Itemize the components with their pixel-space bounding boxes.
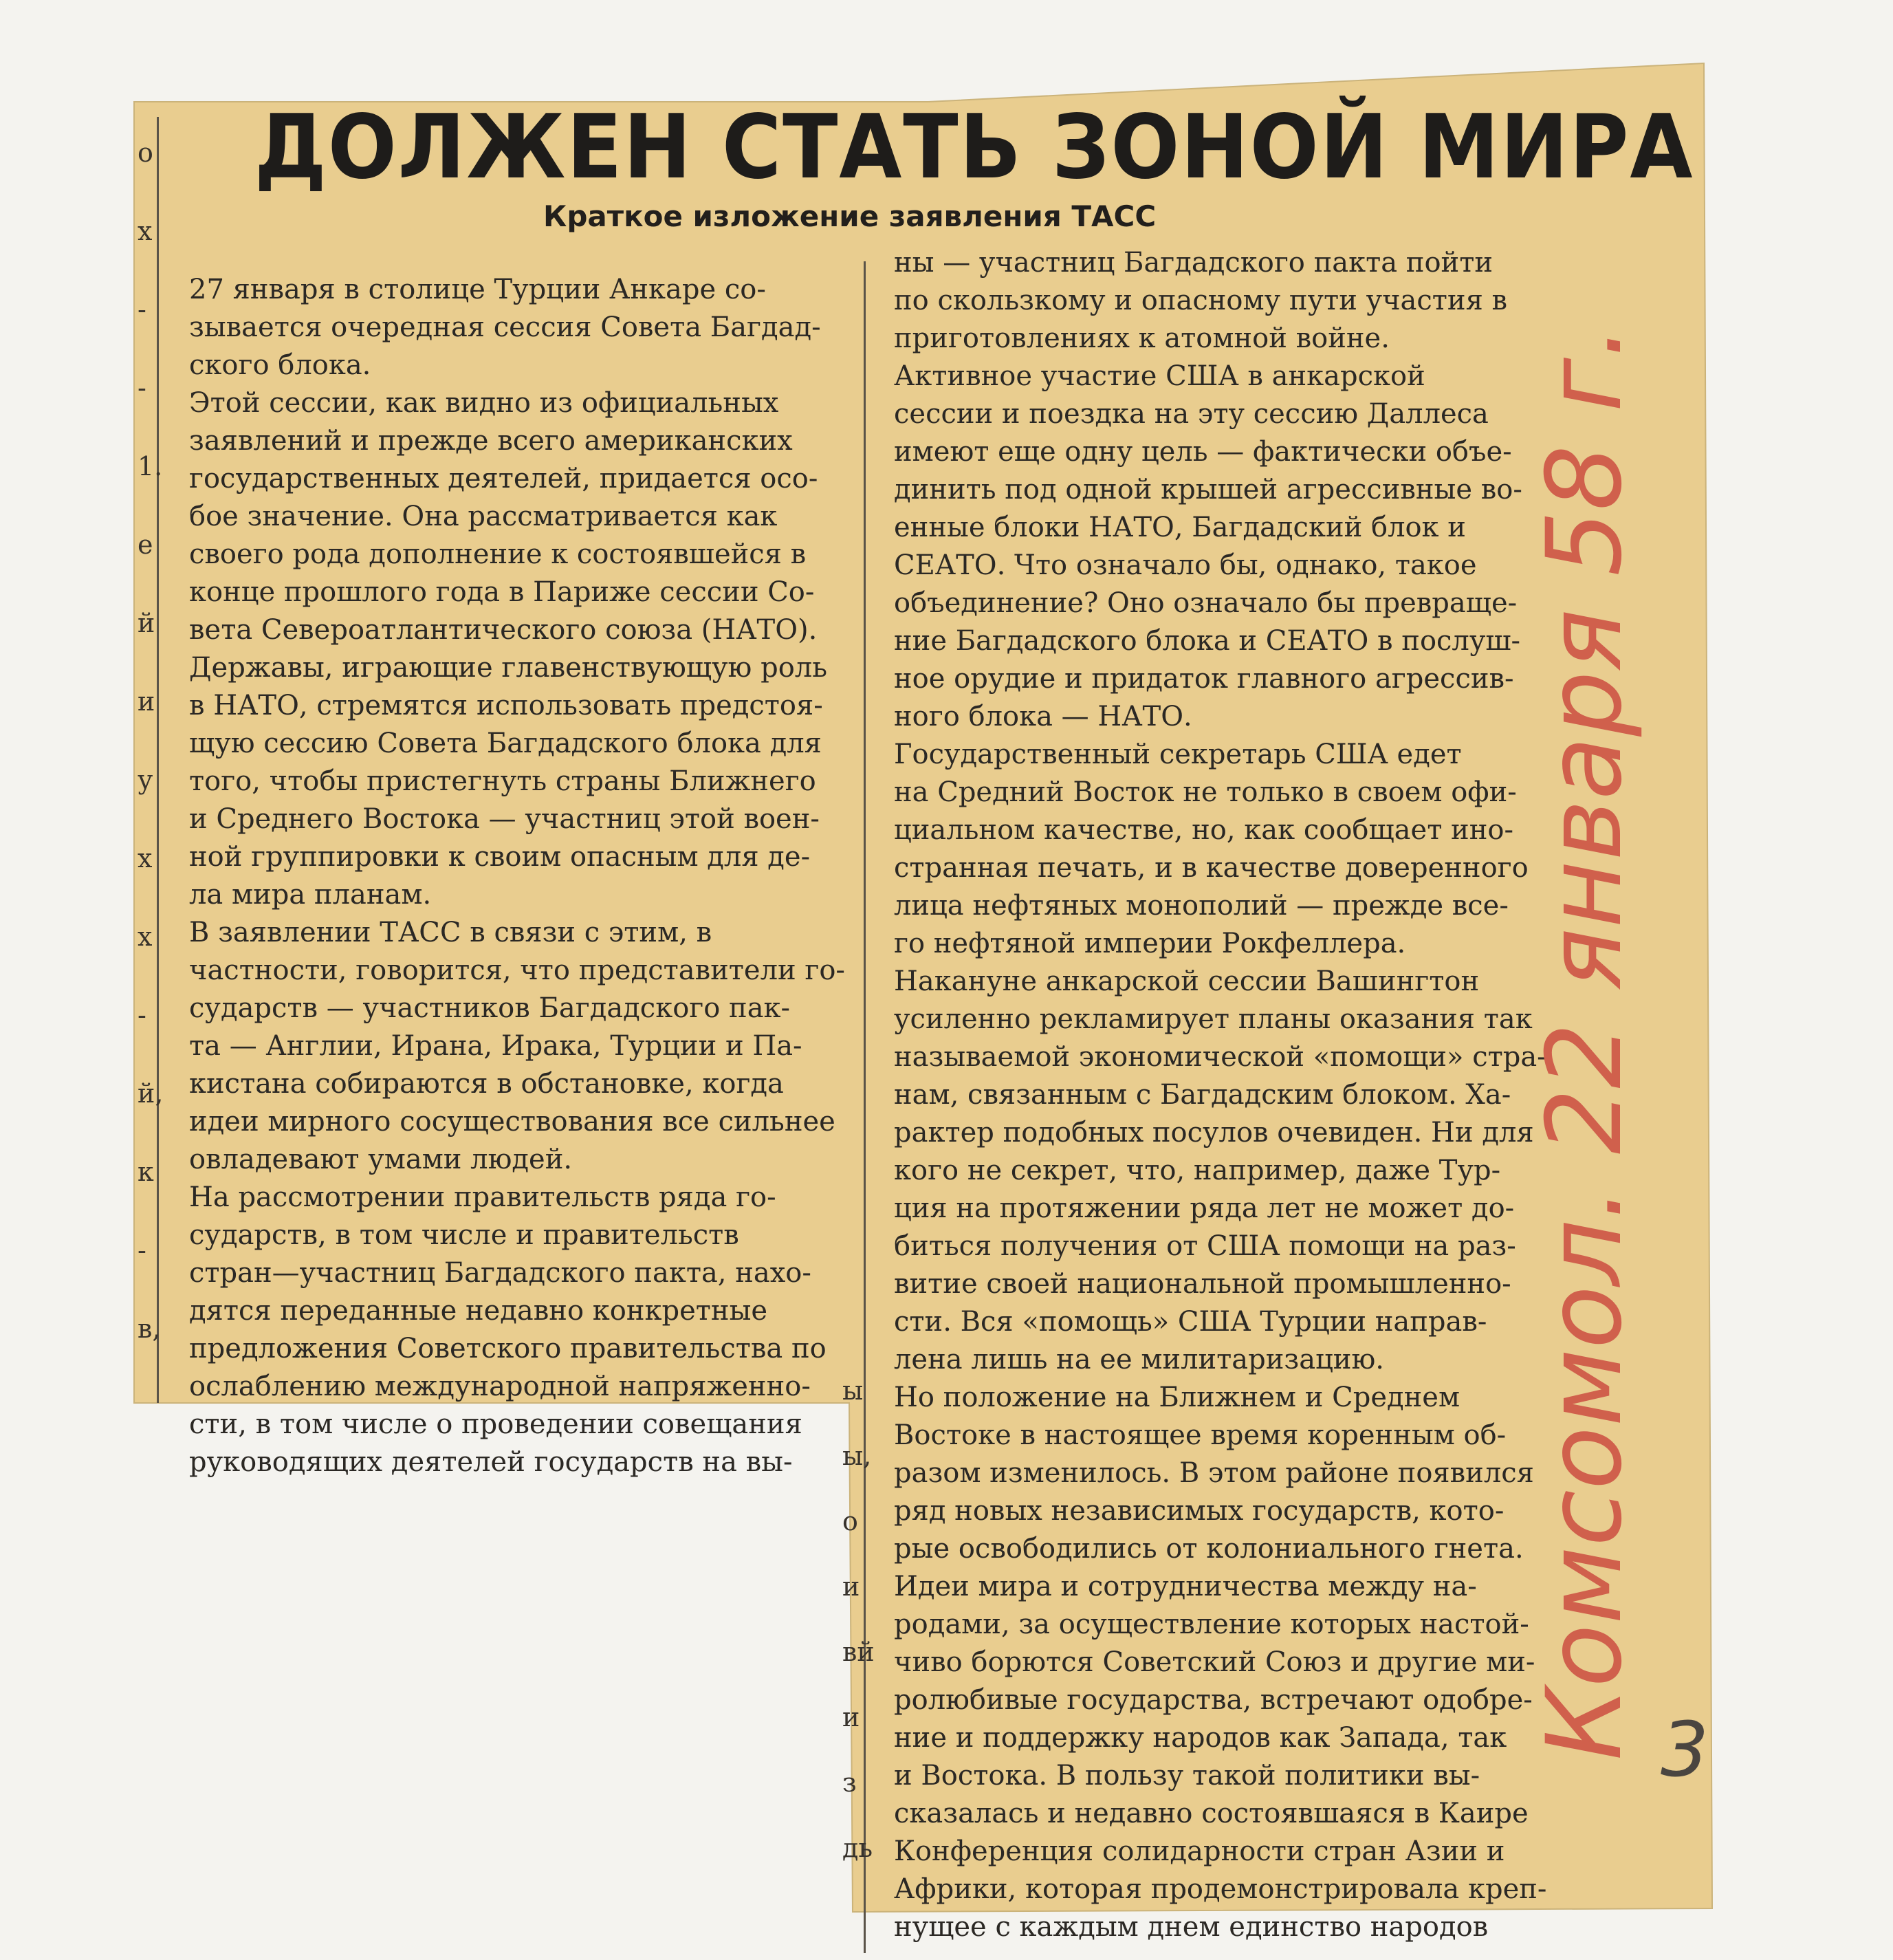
article-line-right: Государственный секретарь США едет: [894, 739, 1462, 770]
article-column-right: [894, 244, 1554, 1946]
article-line-left: идеи мирного сосуществования все сильнее: [189, 1106, 835, 1137]
edge-fragment-mid: ы,: [842, 1441, 872, 1471]
article-line-left: дятся переданные недавно конкретные: [189, 1295, 768, 1327]
article-line-left: зывается очередная сессия Совета Багдад-: [189, 312, 821, 343]
article-line-left: сударств — участников Багдадского пак-: [189, 992, 791, 1024]
article-line-right: ция на протяжении ряда лет не может до-: [894, 1193, 1515, 1224]
article-line-right: биться получения от США помощи на раз-: [894, 1230, 1516, 1262]
article-line-right: Конференция солидарности стран Азии и: [894, 1836, 1505, 1867]
article-line-left: ной группировки к своим опасным для де-: [189, 841, 811, 873]
article-line-right: нущее с каждым днем единство народов: [894, 1911, 1489, 1943]
article-line-left: государственных деятелей, придается осо-: [189, 463, 818, 494]
article-line-right: циальном качестве, но, как сообщает ино-: [894, 814, 1513, 846]
article-line-left: щую сессию Совета Багдадского блока для: [189, 728, 822, 759]
edge-fragment-left: -: [138, 373, 146, 403]
edge-fragment-left: е: [138, 530, 153, 560]
article-line-left: того, чтобы пристегнуть страны Ближнего: [189, 765, 816, 797]
article-line-right: го нефтяной империи Рокфеллера.: [894, 928, 1406, 959]
article-line-left: своего рода дополнение к состоявшейся в: [189, 538, 807, 570]
handwritten-note: Комсомол. 22 января 58 г.: [1525, 325, 1645, 1761]
article-line-right: объединение? Оно означало бы превраще-: [894, 587, 1518, 619]
article-line-left: вета Североатлантического союза (НАТО).: [189, 614, 818, 646]
article-line-right: по скользкому и опасному пути участия в: [894, 285, 1508, 316]
article-line-right: ны — участниц Багдадского пакта пойти: [894, 247, 1493, 279]
article-line-left: сти, в том числе о проведении совещания: [189, 1408, 802, 1440]
edge-fragment-left: 1.: [138, 451, 163, 481]
edge-fragment-left: х: [138, 843, 153, 873]
article-line-right: и Востока. В пользу такой политики вы-: [894, 1760, 1480, 1792]
edge-fragment-mid: о: [842, 1506, 858, 1536]
article-line-right: называемой экономической «помощи» стра-: [894, 1041, 1546, 1073]
edge-fragment-left: -: [138, 1235, 146, 1265]
article-line-right: енные блоки НАТО, Багдадский блок и: [894, 512, 1466, 543]
article-line-left: В заявлении ТАСС в связи с этим, в: [189, 917, 712, 948]
edge-fragment-left: й,: [138, 1078, 164, 1109]
article-line-left: ского блока.: [189, 349, 371, 381]
article-line-left: На рассмотрении правительств ряда го-: [189, 1182, 776, 1213]
article-line-right: чиво борются Советский Союз и другие ми-: [894, 1646, 1535, 1678]
article-line-left: конце прошлого года в Париже сессии Со-: [189, 576, 815, 608]
article-line-left: в НАТО, стремятся использовать предстоя-: [189, 690, 823, 721]
article-line-right: сессии и поездка на эту сессию Даллеса: [894, 398, 1489, 430]
article-line-right: Африки, которая продемонстрировала креп-: [894, 1873, 1547, 1905]
article-line-left: кистана собираются в обстановке, когда: [189, 1068, 784, 1100]
article-line-left: бое значение. Она рассматривается как: [189, 501, 778, 532]
article-line-right: усиленно рекламирует планы оказания так: [894, 1003, 1533, 1035]
article-line-right: нам, связанным с Багдадским блоком. Ха-: [894, 1079, 1511, 1111]
article-line-right: сти. Вся «помощь» США Турции направ-: [894, 1306, 1487, 1338]
headline: ДОЛЖЕН СТАТЬ ЗОНОЙ МИРА: [254, 96, 1694, 199]
article-line-right: ние Багдадского блока и СЕАТО в послуш-: [894, 625, 1521, 657]
article-line-right: имеют еще одну цель — фактически объе-: [894, 436, 1512, 468]
article-line-right: рактер подобных посулов очевиден. Ни для: [894, 1117, 1534, 1148]
subheadline: Краткое изложение заявления ТАСС: [543, 199, 1157, 233]
article-line-left: ла мира планам.: [189, 879, 432, 911]
edge-fragment-left: у: [138, 765, 153, 795]
article-line-right: лена лишь на ее милитаризацию.: [894, 1344, 1385, 1375]
edge-fragment-left: х: [138, 922, 153, 952]
article-line-right: Но положение на Ближнем и Среднем: [894, 1382, 1460, 1413]
article-column-left: [189, 271, 849, 1481]
article-line-left: ослаблению международной напряженно-: [189, 1371, 811, 1402]
article-line-left: сударств, в том числе и правительств: [189, 1219, 739, 1251]
edge-fragment-left: -: [138, 294, 146, 325]
article-line-right: сказалась и недавно состоявшаяся в Каире: [894, 1798, 1529, 1829]
edge-fragment-mid: вй: [842, 1637, 875, 1667]
article-line-right: ние и поддержку народов как Запада, так: [894, 1722, 1507, 1754]
article-line-right: рые освободились от колониального гнета.: [894, 1533, 1524, 1565]
article-line-left: частности, говорится, что представители го-: [189, 955, 845, 986]
article-line-right: ряд новых независимых государств, кото-: [894, 1495, 1504, 1527]
edge-fragment-mid: и: [842, 1571, 860, 1602]
edge-fragment-left: -: [138, 1000, 146, 1030]
article-line-left: и Среднего Востока — участниц этой воен-: [189, 803, 820, 835]
article-line-right: Накануне анкарской сессии Вашингтон: [894, 966, 1480, 997]
edge-fragment-left: х: [138, 216, 153, 246]
article-line-right: СЕАТО. Что означало бы, однако, такое: [894, 549, 1477, 581]
edge-fragment-left: й: [138, 608, 155, 638]
edge-fragment-mid: дь: [842, 1833, 873, 1863]
article-line-right: кого не секрет, что, например, даже Тур-: [894, 1155, 1501, 1186]
article-line-right: витие своей национальной промышленно-: [894, 1268, 1511, 1300]
edge-fragment-mid: з: [842, 1767, 857, 1798]
edge-fragment-left: о: [138, 138, 153, 168]
edge-fragment-left: к: [138, 1157, 154, 1187]
article-line-right: разом изменилось. В этом районе появился: [894, 1457, 1534, 1489]
article-line-left: овладевают умами людей.: [189, 1144, 573, 1175]
article-line-left: стран—участниц Багдадского пакта, нахо-: [189, 1257, 811, 1289]
article-line-right: ного блока — НАТО.: [894, 701, 1192, 732]
edge-fragment-left: в,: [138, 1314, 161, 1344]
page-number: 3: [1661, 1706, 1709, 1794]
article-line-right: странная печать, и в качестве доверенного: [894, 852, 1529, 884]
article-line-right: ролюбивые государства, встречают одобре-: [894, 1684, 1533, 1716]
article-line-left: 27 января в столице Турции Анкаре со-: [189, 274, 766, 305]
left-column-rule: [157, 117, 159, 1403]
article-line-left: заявлений и прежде всего американских: [189, 425, 793, 457]
article-line-right: родами, за осуществление которых настой-: [894, 1609, 1529, 1640]
article-line-right: на Средний Восток не только в своем офи-: [894, 776, 1517, 808]
article-line-right: лица нефтяных монополий — прежде все-: [894, 890, 1509, 922]
article-line-left: Этой сессии, как видно из официальных: [189, 387, 779, 419]
article-line-right: приготовлениях к атомной войне.: [894, 323, 1390, 354]
edge-fragment-mid: и: [842, 1702, 860, 1732]
article-line-right: динить под одной крышей агрессивные во-: [894, 474, 1522, 505]
article-line-left: Державы, играющие главенствующую роль: [189, 652, 827, 684]
article-line-left: предложения Советского правительства по: [189, 1333, 827, 1364]
article-line-left: руководящих деятелей государств на вы-: [189, 1446, 793, 1478]
article-line-right: Идеи мира и сотрудничества между на-: [894, 1571, 1477, 1602]
edge-fragment-mid: ы: [842, 1375, 864, 1406]
article-line-right: ное орудие и придаток главного агрессив-: [894, 663, 1514, 695]
column-divider: [864, 261, 866, 1953]
article-line-left: та — Англии, Ирана, Ирака, Турции и Па-: [189, 1030, 802, 1062]
article-line-right: Востоке в настоящее время коренным об-: [894, 1419, 1507, 1451]
edge-fragment-left: и: [138, 686, 155, 717]
article-line-right: Активное участие США в анкарской: [894, 360, 1425, 392]
